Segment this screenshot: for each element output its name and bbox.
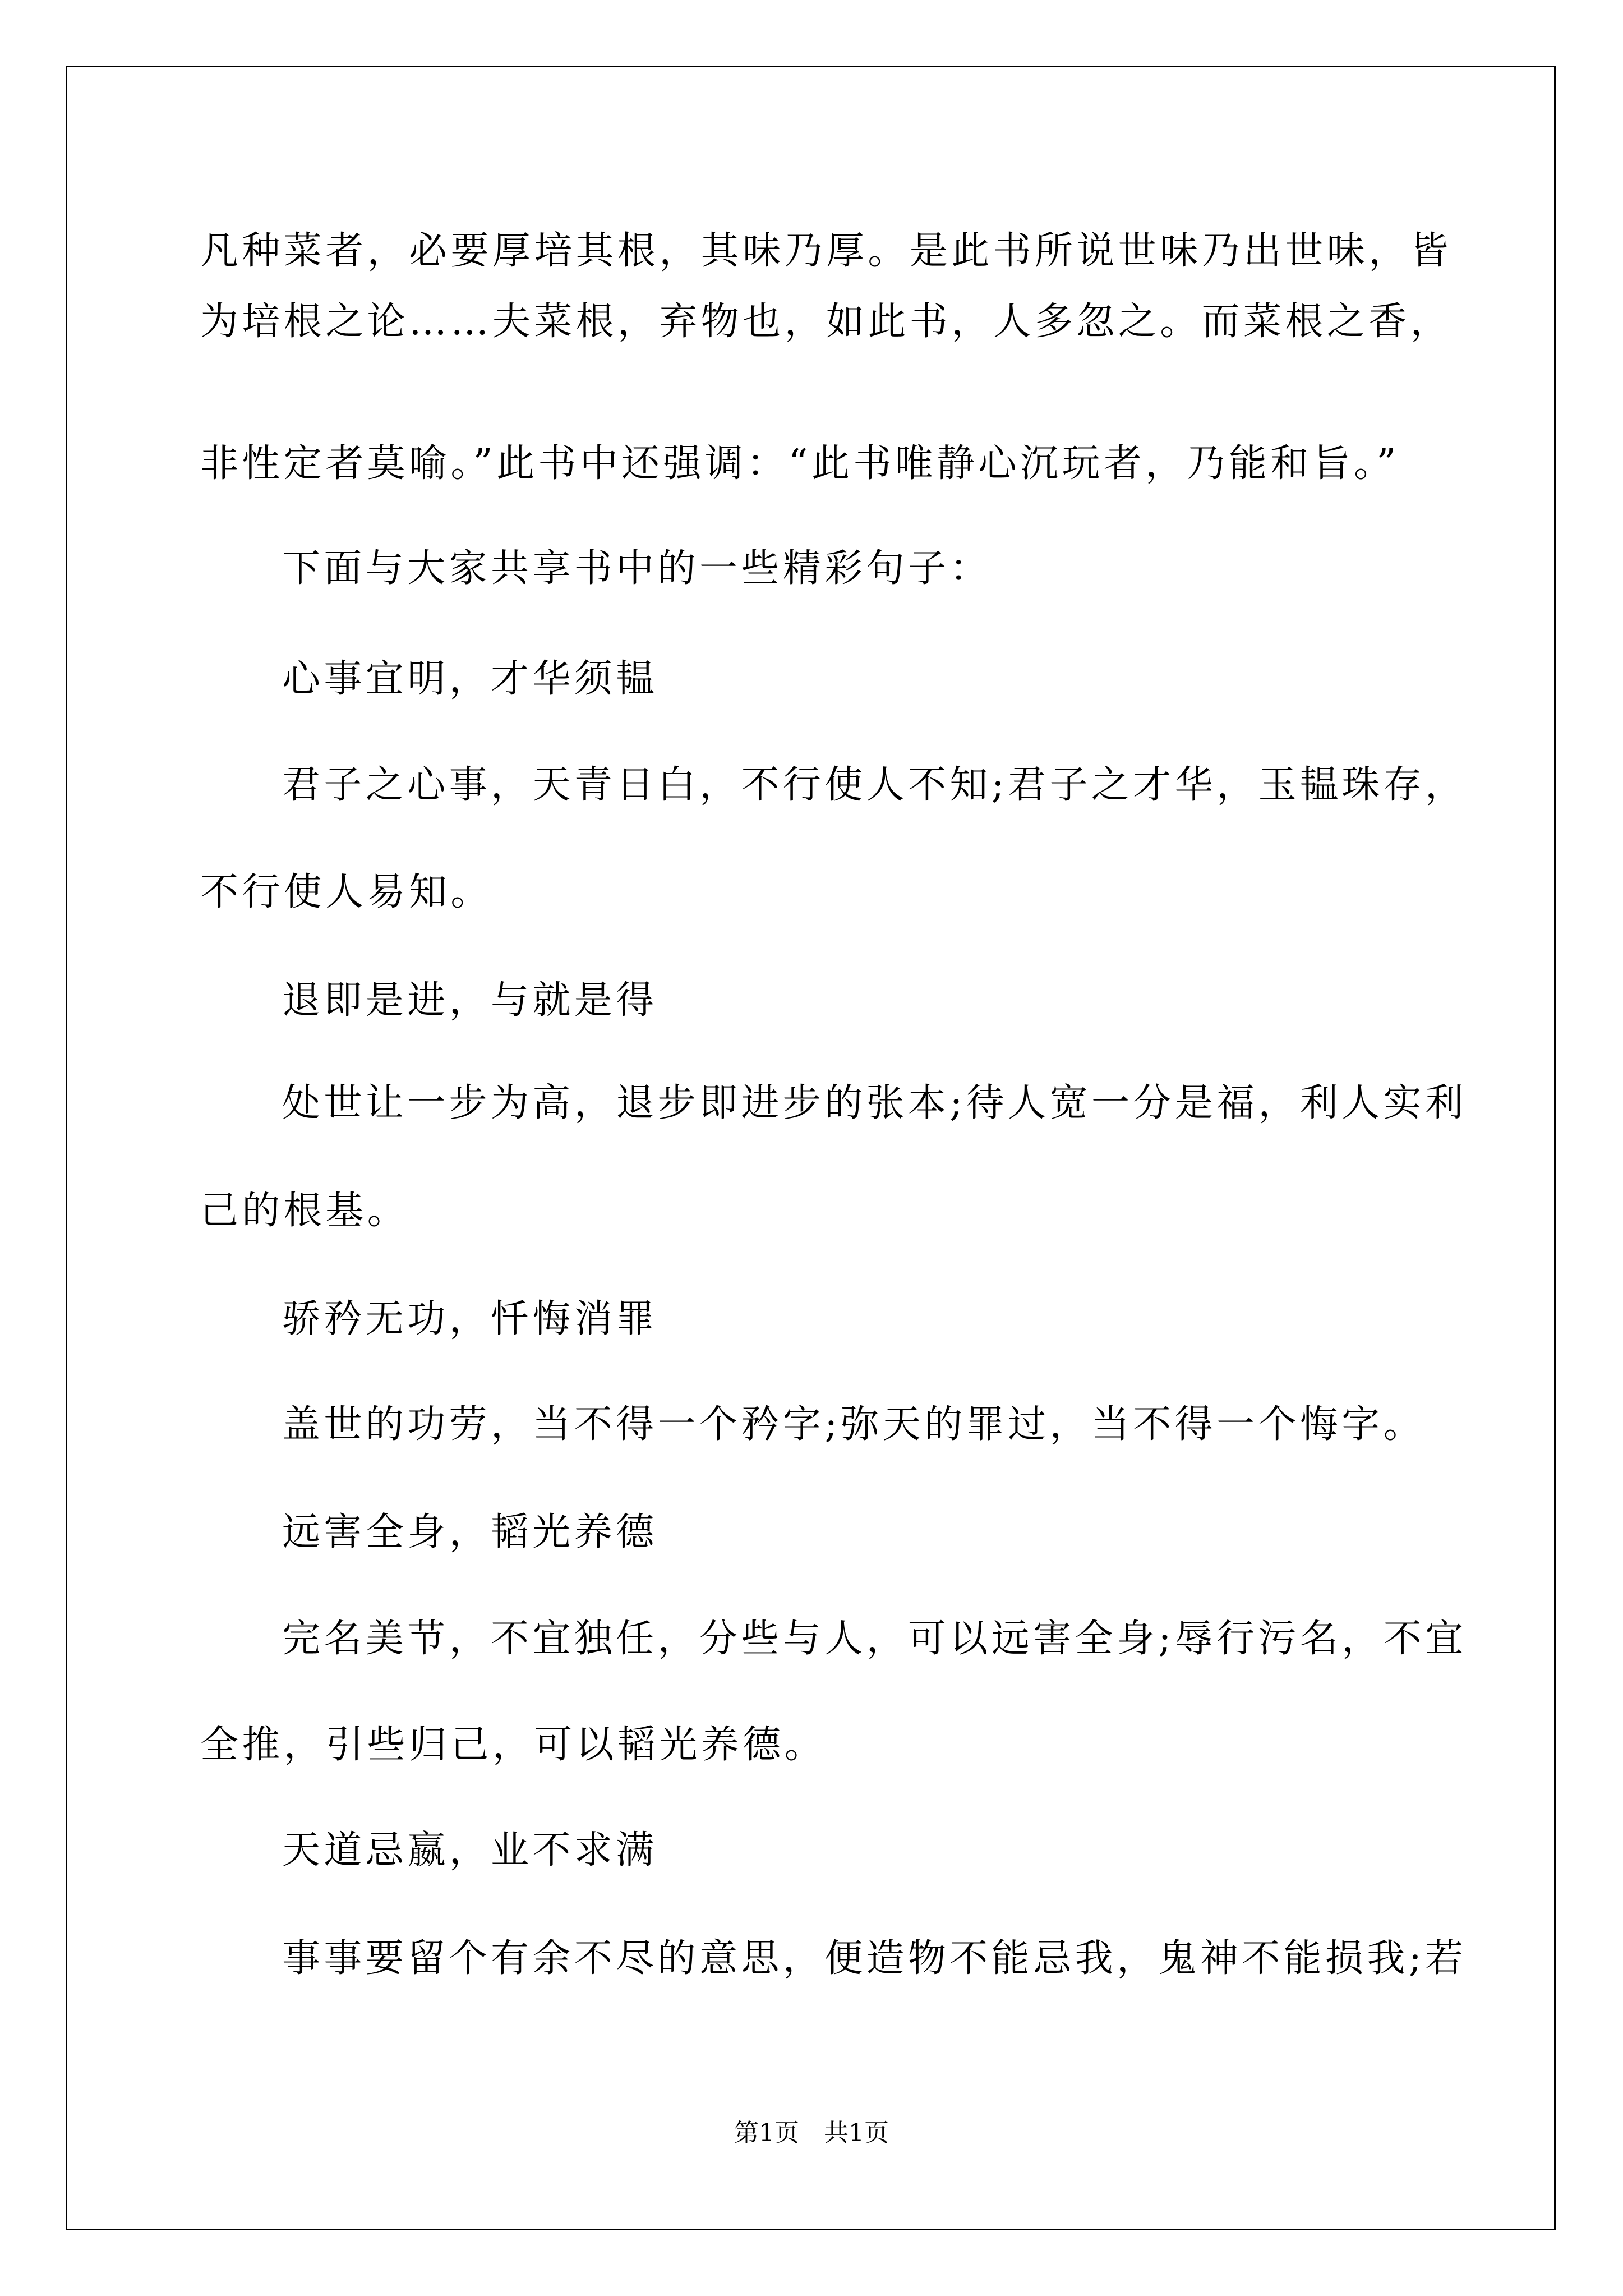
text-line: 处世让一步为高，退步即进步的张本;待人宽一分是福，利人实利 [282, 1081, 1467, 1125]
page-border [66, 66, 1556, 2230]
text-line: 全推，引些归己，可以韬光养德。 [200, 1723, 827, 1767]
text-line: 完名美节，不宜独任，分些与人，可以远害全身;辱行污名，不宜 [282, 1617, 1467, 1661]
section-heading: 远害全身，韬光养德 [282, 1510, 658, 1554]
section-heading: 天道忌嬴，业不求满 [282, 1828, 658, 1872]
text-line: 下面与大家共享书中的一些精彩句子： [282, 546, 992, 591]
text-line: 事事要留个有余不尽的意思，便造物不能忌我，鬼神不能损我;若 [282, 1936, 1467, 1981]
section-heading: 骄矜无功，忏悔消罪 [282, 1297, 658, 1341]
section-heading: 退即是进，与就是得 [282, 978, 658, 1023]
text-line: 为培根之论……夫菜根，弃物也，如此书，人多忽之。而菜根之香， [200, 300, 1453, 344]
text-line: 盖世的功劳，当不得一个矜字;弥天的罪过，当不得一个悔字。 [282, 1402, 1426, 1447]
section-heading: 心事宜明，才华须韫 [282, 657, 658, 701]
text-line: 君子之心事，天青日白，不行使人不知;君子之才华，玉韫珠存， [282, 763, 1467, 807]
text-line: 己的根基。 [200, 1189, 409, 1233]
page-number-footer: 第1页 共1页 [734, 2119, 889, 2147]
text-line: 不行使人易知。 [200, 870, 492, 914]
text-line: 非性定者莫喻。”此书中还强调：“此书唯静心沉玩者，乃能和旨。” [200, 441, 1400, 486]
text-line: 凡种菜者，必要厚培其根，其味乃厚。是此书所说世味乃出世味，皆 [200, 229, 1453, 273]
